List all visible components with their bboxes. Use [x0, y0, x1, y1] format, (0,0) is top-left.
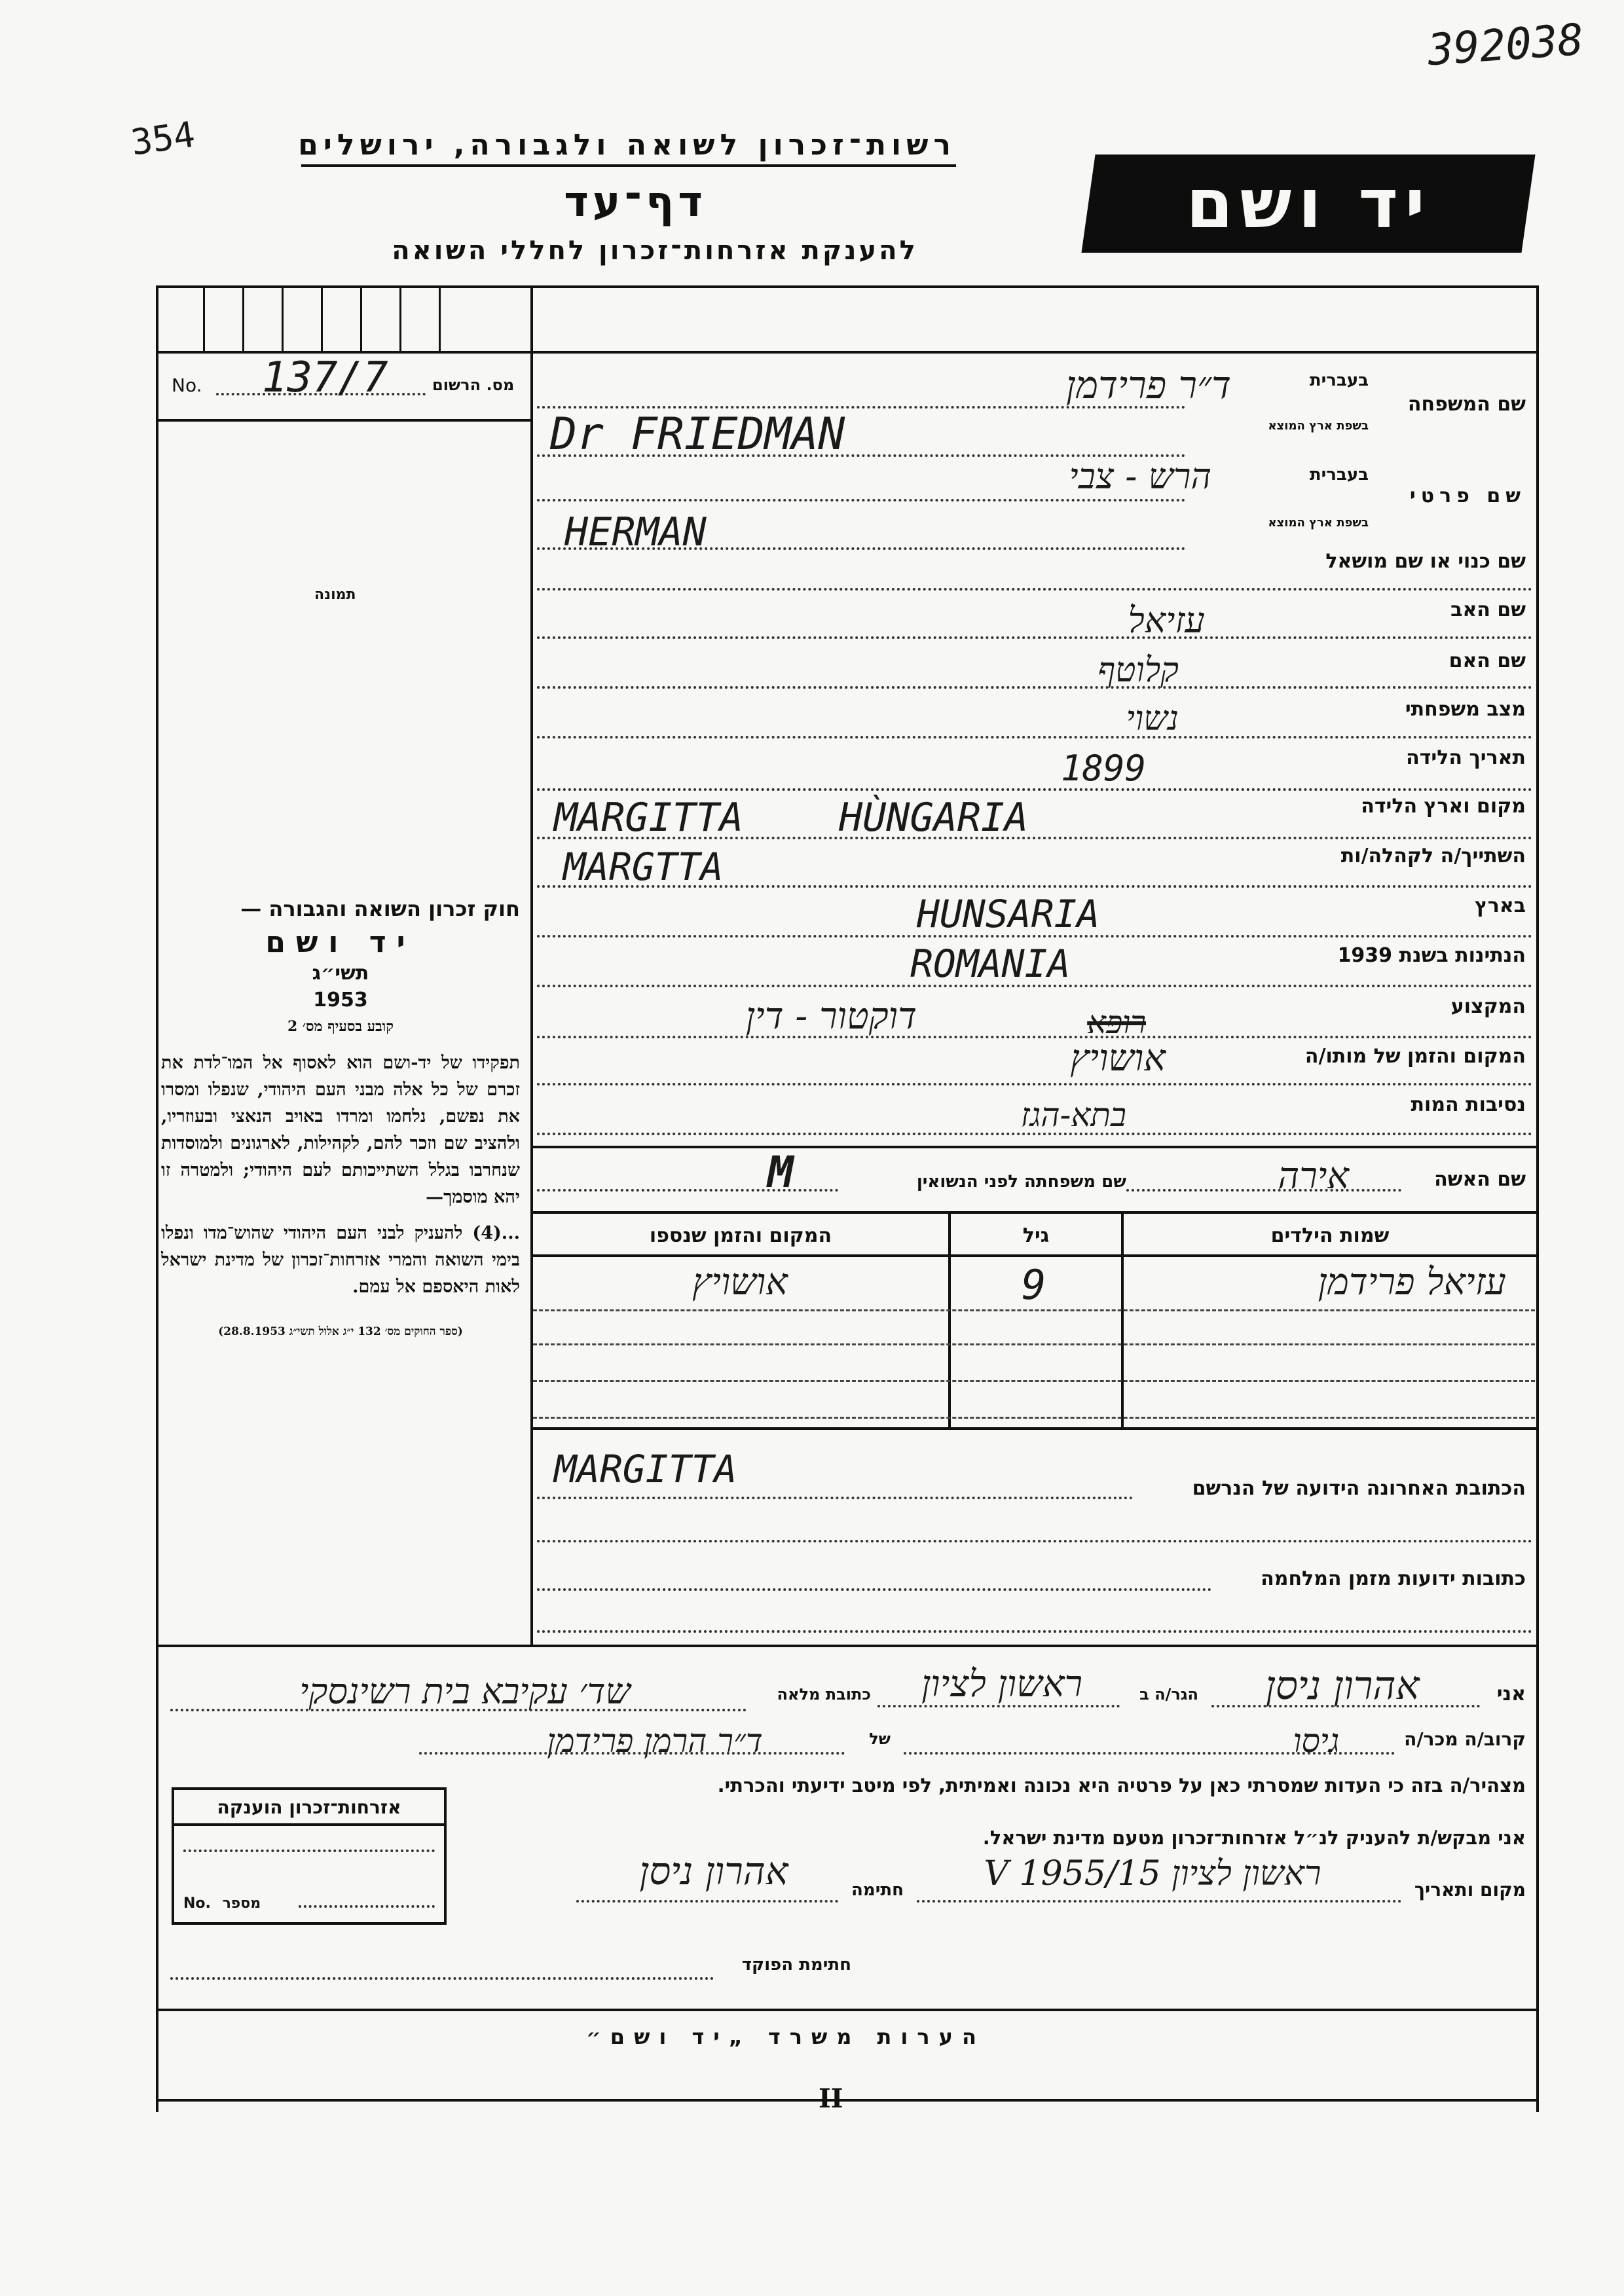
resident-label: הגר/ה ב [1139, 1685, 1198, 1704]
law-sidebar [161, 896, 520, 1339]
birthplace-value: MARGITTA HÙNGARIA [554, 795, 1029, 841]
grant-number-en-label: No. [183, 1895, 211, 1912]
place-date-label: מקום ותאריך [1414, 1879, 1526, 1901]
child-age: 9 [1022, 1261, 1046, 1309]
relation-value: גיסו [1293, 1722, 1340, 1760]
given-name-label: שם פרטי [1409, 484, 1526, 507]
nickname-label: שם כנוי או שם מושאל [1325, 550, 1526, 573]
community-value: MARGTTA [563, 845, 724, 889]
full-address-label: כתובת מלאה [777, 1685, 871, 1704]
archive-number: 392038 [1426, 14, 1585, 76]
surname-orig-value: Dr FRIEDMAN [550, 409, 845, 460]
birthdate-label: תאריך הלידה [1406, 746, 1526, 769]
profession-struck: רופא [1087, 1004, 1146, 1041]
photo-label: תמונה [314, 587, 356, 603]
child-place: אושויץ [692, 1261, 788, 1303]
law-year-he [161, 960, 520, 987]
full-address-value: שד׳ עקיבא בית רשינסקי [299, 1671, 631, 1712]
children-age-header: גיל [1022, 1224, 1050, 1247]
wartime-address-label: כתובות ידועות מזמן המלחמה [1261, 1567, 1526, 1590]
child-name: עזיאל פרידמן [1318, 1261, 1506, 1303]
birthplace-label: מקום וארץ הלידה [1361, 795, 1526, 818]
wife-label: שם האשה [1434, 1168, 1526, 1191]
given-he-sub: בעברית [1309, 465, 1369, 484]
relation-label: קרוב/ה מכר/ה [1404, 1728, 1526, 1750]
mother-label: שם האם [1449, 649, 1526, 672]
form-title: דף־עד [564, 178, 707, 227]
community-label: השתייך/ה לקהלה/ות [1340, 845, 1526, 867]
profession-value: דוקטור - דין [745, 995, 917, 1038]
birthdate-value: 1899 [1061, 748, 1147, 789]
logo-text: יד ושם [1185, 164, 1431, 244]
signature-value: אהרון ניסן [639, 1849, 788, 1893]
citizenship-value: ROMANIA [910, 941, 1071, 986]
last-address-value: MARGITTA [554, 1447, 737, 1491]
surname-he-sub: בעברית [1309, 371, 1369, 390]
given-orig-sub: בשפת ארץ המוצא [1268, 516, 1369, 530]
registration-en-label: No. [172, 374, 202, 396]
children-names-header: שמות הילדים [1270, 1224, 1390, 1247]
death-place-label: המקום והזמן של מותו/ה [1304, 1045, 1526, 1068]
law-name: יד ושם [265, 926, 416, 959]
given-he-value: הרש - צבי [1069, 456, 1211, 497]
profession-label: המקצוע [1450, 995, 1526, 1018]
grant-box-title: אזרחות־זכרון הוענקה [174, 1790, 444, 1826]
form-subtitle: להענקת אזרחות־זכרון לחללי השואה [392, 236, 918, 266]
bottom-mark: II [819, 2083, 843, 2114]
father-label: שם האב [1450, 598, 1526, 621]
death-cause-label: נסיבות המות [1411, 1093, 1526, 1116]
law-year: 1953 [313, 989, 368, 1011]
death-cause-value: בתא-הגז [1020, 1096, 1126, 1134]
surname-label: שם המשפחה [1407, 393, 1526, 416]
grant-number-he-label: מספר [222, 1895, 261, 1912]
authority-title: רשות־זכרון לשואה ולגבורה, ירושלים [301, 128, 956, 167]
mother-value: קלוטף [1098, 651, 1179, 690]
marital-status-value: נשוי [1126, 699, 1179, 738]
last-address-label: הכתובת האחרונה הידועה של הנרשם [1192, 1477, 1526, 1500]
place-date-value: ראשון לציון 15/V 1955 [984, 1854, 1321, 1893]
declarant-i-label: אני [1496, 1683, 1526, 1705]
declaration-text: מצהיר/ה בזה כי העדות שמסרתי כאן על פרטיה היא נכונה ואמיתית, לפי מיטב ידיעתי והכרתי. [717, 1774, 1526, 1796]
surname-he-value: ד״ר פרידמן [1065, 363, 1231, 407]
country-label: בארץ [1474, 894, 1526, 917]
declarant-name: אהרון ניסן [1265, 1663, 1420, 1709]
law-citation: (ספר החוקים מס׳ 132 י״ג אלול תשי״ג 28.8.1953) [218, 1325, 463, 1338]
maiden-name-value: M [767, 1147, 794, 1197]
country-value: HUNSARIA [917, 892, 1100, 936]
yad-vashem-logo [1081, 155, 1535, 253]
law-year-he-text: תשי״ג [312, 962, 369, 985]
page-mark: 354 [128, 113, 198, 164]
father-value: עזיאל [1128, 600, 1205, 641]
request-text: אני מבקש/ת להעניק לנ״ל אזרחות־זכרון מטעם מדינת ישראל. [982, 1827, 1526, 1849]
law-clause: קובע בסעיף מס׳ 2 [287, 1018, 394, 1035]
law-paragraph-1: תפקידו של יד-ושם הוא לאסוף אל המו־לדת את זכרם של כל אלה מבני העם היהודי, שנפלו ומסרו את נפשם, נלחמו ומרדו באויב הנאצי ובעוזריו, ולהציב שם וזכר להם, לקהילות, לארגונים ולמוסדות שנחרבו בגלל השתייכותם לעם היהודי; ולמטרה זו יהא מוסמך— [161, 1053, 520, 1207]
surname-orig-sub: בשפת ארץ המוצא [1268, 419, 1369, 433]
maiden-name-label: שם משפחתה לפני הנשואין [916, 1172, 1126, 1192]
children-place-header: המקום והזמן שנספו [649, 1224, 832, 1247]
marital-status-label: מצב משפחתי [1405, 698, 1526, 721]
of-label: של [869, 1730, 891, 1748]
law-paragraph-2: ...(4) להעניק לבני העם היהודי שהוש־מדו ונפלו בימי השואה והמרי אזרחות־זכרון של מדינת ישראל לאות היאספם אל עמם. [161, 1223, 520, 1297]
law-title: חוק זכרון השואה והגבורה — [240, 896, 520, 921]
office-notes-label: הערות משרד „יד ושם״ [586, 2024, 986, 2049]
resident-value: ראשון לציון [921, 1663, 1082, 1705]
citizenship-label: הנתינות בשנת 1939 [1337, 944, 1526, 967]
given-orig-value: HERMAN [564, 509, 707, 555]
wife-value: אירה [1278, 1155, 1349, 1197]
of-value: ד״ר הרמן פרידמן [547, 1722, 763, 1760]
signature-label: חתימה [851, 1880, 904, 1900]
officer-signature-label: חתימת הפוקד [741, 1955, 851, 1975]
death-place-value: אושויץ [1070, 1037, 1166, 1080]
grant-box [172, 1787, 447, 1925]
registration-he-label: מס. הרשום [432, 376, 515, 394]
registration-number: 137/7 [262, 354, 388, 402]
